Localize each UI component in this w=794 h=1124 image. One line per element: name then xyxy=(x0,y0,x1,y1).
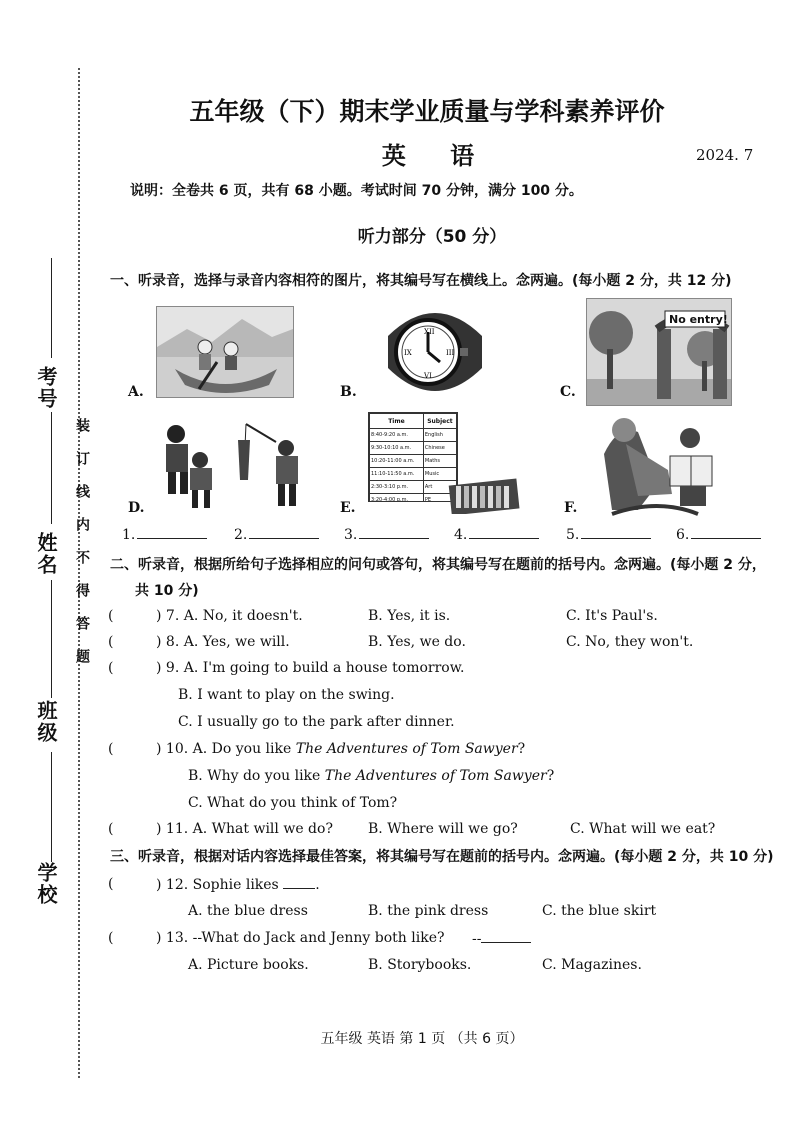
answer-blank-1[interactable] xyxy=(122,526,207,543)
timetable-cell: English xyxy=(423,429,456,442)
q7-option-c: C. It's Paul's. xyxy=(566,608,658,624)
timetable-cell: 8:40-9:20 a.m. xyxy=(370,429,424,442)
svg-text:IX: IX xyxy=(404,349,412,357)
q13-option-b: B. Storybooks. xyxy=(368,957,472,973)
timetable-cell: 10:20-11:00 a.m. xyxy=(370,455,424,468)
answer-blank-5[interactable] xyxy=(566,526,651,543)
svg-text:VI: VI xyxy=(424,372,432,380)
q7-option-b: B. Yes, it is. xyxy=(368,608,451,624)
part1-instruction: 一、听录音，选择与录音内容相符的图片，将其编号写在横线上。念两遍。(每小题 2 分，共 12 分) xyxy=(110,273,732,289)
q10-a-text: ) 10. A. Do you like xyxy=(156,741,296,757)
part2-instruction: 二、听录音，根据所给句子选择相应的问句或答句，将其编号写在题前的括号内。念两遍。(每小题 2 分， xyxy=(110,557,766,573)
q10-option-a xyxy=(156,741,525,757)
binding-warning: 装订线内不得答题 xyxy=(74,418,90,682)
picture-label: B. xyxy=(340,384,357,400)
picture-label: D. xyxy=(128,500,145,516)
exam-title: 五年级（下）期末学业质量与学科素养评价 xyxy=(189,97,665,126)
q11-option-c: C. What will we eat? xyxy=(570,821,716,837)
blank-number: 5. xyxy=(566,527,580,543)
q11-option-a: ) 11. A. What will we do? xyxy=(156,821,333,837)
answer-paren[interactable]: ( xyxy=(108,634,114,650)
answer-blank-6[interactable] xyxy=(676,526,761,543)
q12-blank xyxy=(283,876,315,889)
exam-date: 2024. 7 xyxy=(696,146,754,164)
book-title: The Adventures of Tom Sawyer xyxy=(324,768,547,784)
q12-option-a: A. the blue dress xyxy=(188,903,308,919)
binding-label-name: 姓名 xyxy=(34,532,58,576)
picture-label: A. xyxy=(128,384,144,400)
binding-line xyxy=(51,412,52,524)
binding-label-class: 班级 xyxy=(34,700,58,744)
timetable-cell: Music xyxy=(423,468,456,481)
blank-number: 2. xyxy=(234,527,248,543)
q13-option-c: C. Magazines. xyxy=(542,957,642,973)
part3-instruction: 三、听录音，根据对话内容选择最佳答案，将其编号写在题前的括号内。念两遍。(每小题 2 分，共 10 分) xyxy=(110,849,774,865)
binding-label-school: 学校 xyxy=(34,862,58,906)
timetable xyxy=(369,413,457,502)
picture-c-no-entry xyxy=(586,298,732,406)
q10-b-suffix: ? xyxy=(546,768,555,784)
blank-number: 6. xyxy=(676,527,690,543)
q13-stem: ) 13. --What do Jack and Jenny both like? xyxy=(156,930,445,946)
timetable-cell: 2:30-3:10 p.m. xyxy=(370,481,424,494)
binding-line xyxy=(51,258,52,358)
binding-label-exam-no: 考号 xyxy=(34,366,58,410)
timetable-cell: PE xyxy=(423,494,456,503)
colored-pencils xyxy=(448,474,520,514)
pencil-box-icon xyxy=(448,474,520,514)
picture-label: F. xyxy=(564,500,578,516)
picture-b-watch xyxy=(380,300,490,404)
q12-option-c: C. the blue skirt xyxy=(542,903,657,919)
sign-text: No entry! xyxy=(669,313,728,326)
svg-text:XII: XII xyxy=(424,328,435,336)
grandma-boy-illustration xyxy=(598,414,728,518)
q13-option-a: A. Picture books. xyxy=(188,957,309,973)
picture-label: E. xyxy=(340,500,356,516)
q8-option-c: C. No, they won't. xyxy=(566,634,694,650)
picture-label: C. xyxy=(560,384,576,400)
watch-illustration xyxy=(380,300,490,404)
book-title: The Adventures of Tom Sawyer xyxy=(295,741,518,757)
svg-text:III: III xyxy=(446,349,455,357)
timetable-cell: 9:30-10:10 a.m. xyxy=(370,442,424,455)
timetable-header: Time xyxy=(370,414,424,429)
picture-f-reading xyxy=(598,414,728,518)
q13-answer-blank xyxy=(472,930,531,947)
q10-option-c: C. What do you think of Tom? xyxy=(188,795,398,811)
picture-a-boat xyxy=(156,306,294,398)
timetable-header: Subject xyxy=(423,414,456,429)
q8-option-b: B. Yes, we do. xyxy=(368,634,466,650)
q10-option-b xyxy=(188,768,554,784)
q10-b-text: B. Why do you like xyxy=(188,768,325,784)
timetable-cell: Maths xyxy=(423,455,456,468)
picture-d-firecrackers xyxy=(156,420,316,512)
binding-line xyxy=(51,752,52,862)
timetable-cell: Chinese xyxy=(423,442,456,455)
children-illustration xyxy=(156,420,316,512)
page-footer: 五年级 英语 第 1 页 （共 6 页） xyxy=(320,1031,524,1047)
binding-line xyxy=(51,580,52,698)
answer-blank-4[interactable] xyxy=(454,526,539,543)
picture-e-timetable xyxy=(368,412,458,502)
part2-instruction-cont: 共 10 分) xyxy=(135,583,199,599)
timetable-cell: 11:10-11:50 a.m. xyxy=(370,468,424,481)
q9-option-b: B. I want to play on the swing. xyxy=(178,687,395,703)
answer-paren[interactable]: ( xyxy=(108,821,114,837)
blank-number: 3. xyxy=(344,527,358,543)
timetable-cell: Art xyxy=(423,481,456,494)
exam-subject: 英 语 xyxy=(381,142,493,170)
q9-option-c: C. I usually go to the park after dinner. xyxy=(178,714,455,730)
blank-number: 1. xyxy=(122,527,136,543)
q11-option-b: B. Where will we go? xyxy=(368,821,518,837)
boat-illustration xyxy=(157,307,293,397)
answer-blank-3[interactable] xyxy=(344,526,429,543)
exam-instructions: 说明：全卷共 6 页，共有 68 小题。考试时间 70 分钟，满分 100 分。 xyxy=(130,183,583,199)
blank-number: 4. xyxy=(454,527,468,543)
answer-paren[interactable]: ( xyxy=(108,876,114,892)
section-title: 听力部分（50 分） xyxy=(357,227,507,247)
q10-a-suffix: ? xyxy=(517,741,526,757)
timetable-cell: 3:20-4:00 p.m. xyxy=(370,494,424,503)
q12-stem-suffix: . xyxy=(315,877,320,893)
q12-stem-text: ) 12. Sophie likes xyxy=(156,877,279,893)
q8-option-a: ) 8. A. Yes, we will. xyxy=(156,634,290,650)
q9-option-a: ) 9. A. I'm going to build a house tomorrow. xyxy=(156,660,465,676)
q7-option-a: ) 7. A. No, it doesn't. xyxy=(156,608,303,624)
q12-option-b: B. the pink dress xyxy=(368,903,489,919)
answer-paren[interactable]: ( xyxy=(108,741,114,757)
answer-paren[interactable]: ( xyxy=(108,930,114,946)
answer-paren[interactable]: ( xyxy=(108,608,114,624)
answer-blank-2[interactable] xyxy=(234,526,319,543)
q12-stem xyxy=(156,876,320,893)
answer-paren[interactable]: ( xyxy=(108,660,114,676)
q13-answer-prefix: -- xyxy=(472,931,482,947)
